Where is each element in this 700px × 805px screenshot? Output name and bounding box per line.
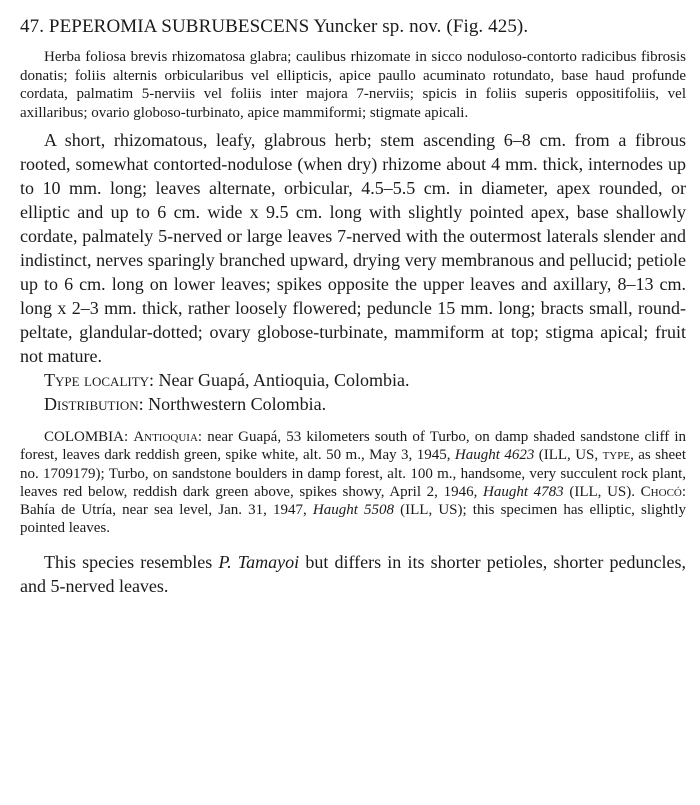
specimen-collector: Haught 4783	[483, 483, 564, 500]
type-locality-label: Type locality:	[44, 370, 155, 390]
specimen-text: near Guapá, 53 kilometers south of Turbo, on damp shaded sandstone cliff in forest, leaves dark reddish green, spike white, alt. 50 m., May 3, 1945,	[20, 429, 687, 464]
specimen-department-choco: Chocó:	[640, 483, 687, 500]
distribution	[44, 392, 686, 416]
specimen-text: (ILL, US); this specimen has elliptic, slightly pointed leaves.	[20, 502, 686, 537]
specimen-collector: Haught 4623	[454, 447, 535, 464]
specimen-text: (ILL, US).	[569, 483, 635, 500]
specimen-text: , as sheet no. 1709179); Turbo, on sandstone boulders in damp forest, alt. 100 m., handsome, very succulent rock plant, leaves red below, reddish dark green above, spikes showy, April 2, 1946,	[20, 447, 686, 500]
type-locality	[44, 368, 686, 392]
specimens-examined	[20, 428, 686, 538]
species-heading	[20, 14, 686, 40]
latin-diagnosis: Herba foliosa brevis rhizomatosa glabra; caulibus rhizomate in sicco noduloso-contorto radicibus fibrosis donatis; foliis alternis orbicularibus vel ellipticis, apice paullo acuminato rotundato, base haud profunde cordata, palmatim 5-nerviis vel foliis inter majora 7-nerviis; spicis in foliis superis oppositifoliis, vel axillaribus; ovario globoso-turbinato, apice mammiformi; stigmate apicali.	[20, 49, 686, 121]
species-number: 47.	[20, 16, 45, 37]
species-name: PEPEROMIA SUBRUBESCENS	[48, 16, 310, 37]
remark-text: but differs in its shorter petioles, shorter peduncles, and 5-nerved leaves.	[20, 551, 687, 596]
specimen-text: (ILL, US,	[538, 447, 599, 464]
distribution-value: Northwestern Colombia.	[148, 394, 327, 414]
remark-text: This species resembles	[44, 551, 213, 572]
distribution-label: Distribution:	[44, 394, 144, 414]
type-locality-value: Near Guapá, Antioquia, Colombia.	[158, 370, 410, 390]
specimen-department-antioquia: Antioquia:	[133, 429, 203, 445]
species-remark	[20, 550, 686, 598]
species-description: A short, rhizomatous, leafy, glabrous herb; stem ascending 6–8 cm. from a fibrous rooted, somewhat contorted-nodulose (when dry) rhizome about 4 mm. thick, internodes up to 10 mm. long; leaves alternate, orbicular, 4.5–5.5 cm. in diameter, apex rounded, or elliptic and up to 6 cm. wide x 9.5 cm. long with slightly pointed apex, base shallowly cordate, palmately 5-nerved or large leaves 7-nerved with the outermost laterals slender and indistinct, nerves sparingly branched upward, drying very membranous and pellucid; petiole up to 6 cm. long on lower leaves; spikes opposite the upper leaves and axillary, 8–13 cm. long x 2–3 mm. thick, rather loosely flowered; peduncle 15 mm. long; bracts small, round-peltate, glandular-dotted; ovary globose-turbinate, mammiform at top; stigma apical; fruit not mature.	[20, 130, 686, 366]
specimen-collector: Haught 5508	[312, 502, 395, 519]
species-author: Yuncker sp. nov. (Fig. 425).	[313, 16, 529, 37]
specimen-country: COLOMBIA:	[44, 429, 129, 445]
remark-species: P. Tamayoi	[218, 551, 300, 572]
specimen-type-word: type	[602, 447, 631, 464]
specimen-text: Bahía de Utría, near sea level, Jan. 31, 1947,	[20, 502, 307, 519]
